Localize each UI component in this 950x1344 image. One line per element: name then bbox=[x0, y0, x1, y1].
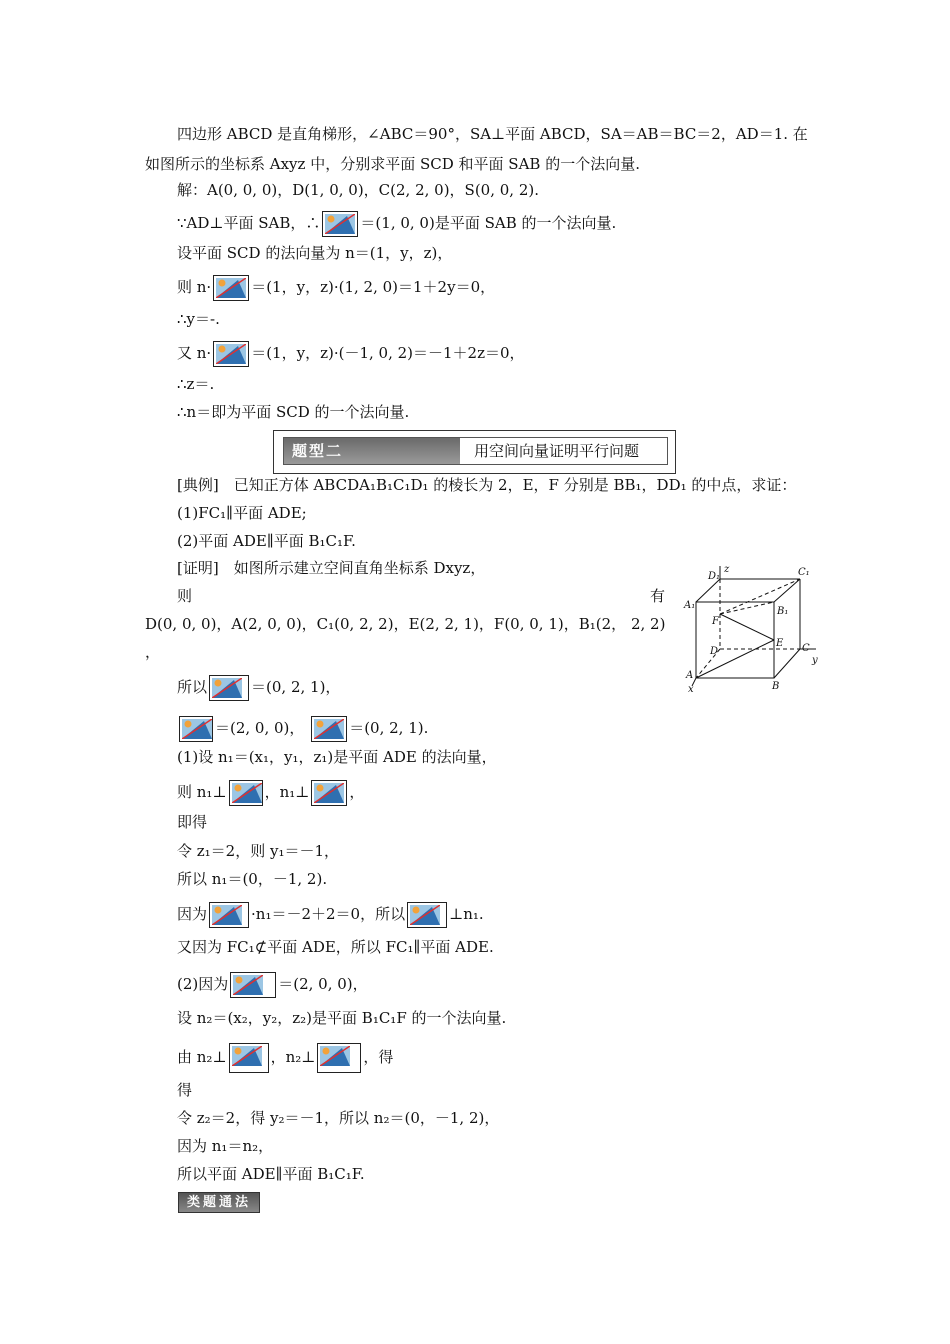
figure-label: y bbox=[812, 655, 818, 666]
text-fragment: 因为 bbox=[177, 905, 208, 923]
text-line: 有 bbox=[650, 587, 666, 605]
text-line bbox=[177, 1043, 393, 1073]
figure-label: z bbox=[724, 564, 730, 575]
text-fragment: ＝(1，y，z)·(－1, 0, 2)＝－1＋2z＝0， bbox=[251, 344, 525, 362]
text-fragment: ＝(0, 2, 1). bbox=[349, 719, 429, 737]
formula-image-icon bbox=[229, 1043, 269, 1073]
text-line: 得 bbox=[177, 1081, 193, 1099]
text-line: ， bbox=[145, 643, 161, 661]
text-line: 设 n₂＝(x₂，y₂，z₂)是平面 B₁C₁F 的一个法向量. bbox=[177, 1009, 507, 1027]
text-line: 令 z₂＝2，得 y₂＝－1，所以 n₂＝(0，－1, 2)， bbox=[177, 1109, 500, 1127]
text-line: 设平面 SCD 的法向量为 n＝(1，y，z)， bbox=[177, 244, 453, 262]
text-fragment: 则 n₁⊥ bbox=[177, 783, 227, 801]
text-line: 所以平面 ADE∥平面 B₁C₁F. bbox=[177, 1165, 365, 1183]
figure-label: D₁ bbox=[708, 571, 721, 582]
text-line: 如图所示的坐标系 Axyz 中，分别求平面 SCD 和平面 SAB 的一个法向量. bbox=[145, 155, 640, 173]
text-line: 令 z₁＝2，则 y₁＝－1， bbox=[177, 842, 340, 860]
figure-label: C₁ bbox=[798, 567, 810, 578]
section-tag: 题型二 bbox=[284, 438, 460, 464]
text-fragment: 由 n₂⊥ bbox=[177, 1048, 227, 1066]
text-fragment: ＝(1，y，z)·(1, 2, 0)＝1＋2y＝0， bbox=[251, 278, 496, 296]
text-fragment: ，n₁⊥ bbox=[264, 783, 310, 801]
formula-image-icon bbox=[209, 675, 249, 701]
text-line bbox=[177, 211, 616, 237]
figure-label: A bbox=[686, 670, 694, 681]
formula-image-icon bbox=[311, 716, 347, 742]
text-fragment: ，n₂⊥ bbox=[270, 1048, 316, 1066]
text-line: D(0, 0, 0)，A(2, 0, 0)，C₁(0, 2, 2)，E(2, 2, 1)，F(0, 0, 1)，B₁(2， 2, 2) bbox=[145, 615, 666, 633]
text-fragment: ⊥n₁. bbox=[449, 905, 484, 923]
text-fragment: 所以 bbox=[177, 678, 208, 696]
text-line bbox=[177, 780, 364, 806]
formula-image-icon bbox=[317, 1043, 361, 1073]
text-line bbox=[177, 275, 495, 301]
figure-label: F bbox=[712, 616, 719, 627]
method-tag: 类题通法 bbox=[178, 1192, 260, 1213]
figure-label: B₁ bbox=[777, 606, 789, 617]
text-line: 解：A(0, 0, 0)，D(1, 0, 0)，C(2, 2, 0)，S(0, 0, 2). bbox=[177, 181, 540, 199]
text-fragment: 又 n· bbox=[177, 344, 212, 362]
text-line: 所以 n₁＝(0，－1, 2). bbox=[177, 870, 328, 888]
text-line: [典例] 已知正方体 ABCDA₁B₁C₁D₁ 的棱长为 2，E，F 分别是 BB₁，DD₁ 的中点，求证： bbox=[177, 476, 797, 494]
section-title: 用空间向量证明平行问题 bbox=[474, 442, 640, 460]
text-fragment: 则 n· bbox=[177, 278, 212, 296]
text-line: (2)平面 ADE∥平面 B₁C₁F. bbox=[177, 532, 356, 550]
text-line bbox=[177, 972, 368, 998]
text-line: (1)设 n₁＝(x₁，y₁，z₁)是平面 ADE 的法向量， bbox=[177, 748, 497, 766]
text-fragment: ， bbox=[349, 783, 365, 801]
text-line bbox=[177, 675, 340, 701]
formula-image-icon bbox=[213, 275, 249, 301]
formula-image-icon bbox=[407, 902, 447, 928]
formula-image-icon bbox=[322, 211, 358, 237]
figure-label: E bbox=[776, 638, 784, 649]
figure-label: x bbox=[688, 684, 694, 694]
text-fragment: (2)因为 bbox=[177, 975, 229, 993]
figure-label: D bbox=[710, 646, 719, 657]
figure-label: C bbox=[802, 643, 810, 654]
section-banner bbox=[273, 430, 676, 474]
text-line: ∴z＝. bbox=[177, 375, 215, 393]
text-line: 即得 bbox=[177, 813, 208, 831]
text-fragment: ＝(2, 0, 0)， bbox=[215, 719, 305, 737]
cube-figure bbox=[680, 562, 830, 694]
text-line: 则 bbox=[177, 587, 193, 605]
text-line: [证明] 如图所示建立空间直角坐标系 Dxyz， bbox=[177, 559, 486, 577]
formula-image-icon bbox=[209, 902, 249, 928]
text-line: ∴n＝即为平面 SCD 的一个法向量. bbox=[177, 403, 410, 421]
text-fragment: ∵AD⊥平面 SAB，∴ bbox=[177, 214, 321, 232]
text-line bbox=[177, 902, 484, 928]
text-line: ∴y＝-. bbox=[177, 310, 220, 328]
text-line: 又因为 FC₁⊄平面 ADE，所以 FC₁∥平面 ADE. bbox=[177, 938, 494, 956]
figure-label: A₁ bbox=[684, 600, 696, 611]
text-fragment: ＝(1, 0, 0)是平面 SAB 的一个法向量. bbox=[360, 214, 617, 232]
formula-image-icon bbox=[229, 780, 263, 806]
figure-label: B bbox=[772, 681, 780, 692]
formula-image-icon bbox=[179, 716, 213, 742]
formula-image-icon bbox=[213, 341, 249, 367]
text-line: (1)FC₁∥平面 ADE; bbox=[177, 504, 307, 522]
text-fragment: ＝(2, 0, 0)， bbox=[278, 975, 368, 993]
text-fragment: ＝(0, 2, 1)， bbox=[251, 678, 341, 696]
text-fragment: ·n₁＝－2＋2＝0，所以 bbox=[251, 905, 406, 923]
text-line bbox=[177, 716, 428, 742]
text-line: 因为 n₁＝n₂， bbox=[177, 1137, 274, 1155]
text-line: 四边形 ABCD 是直角梯形，∠ABC＝90°，SA⊥平面 ABCD，SA＝AB＝BC＝2，AD＝1. 在 bbox=[177, 125, 808, 143]
formula-image-icon bbox=[311, 780, 347, 806]
formula-image-icon bbox=[230, 972, 276, 998]
text-fragment: ，得 bbox=[363, 1048, 394, 1066]
text-line bbox=[177, 341, 525, 367]
